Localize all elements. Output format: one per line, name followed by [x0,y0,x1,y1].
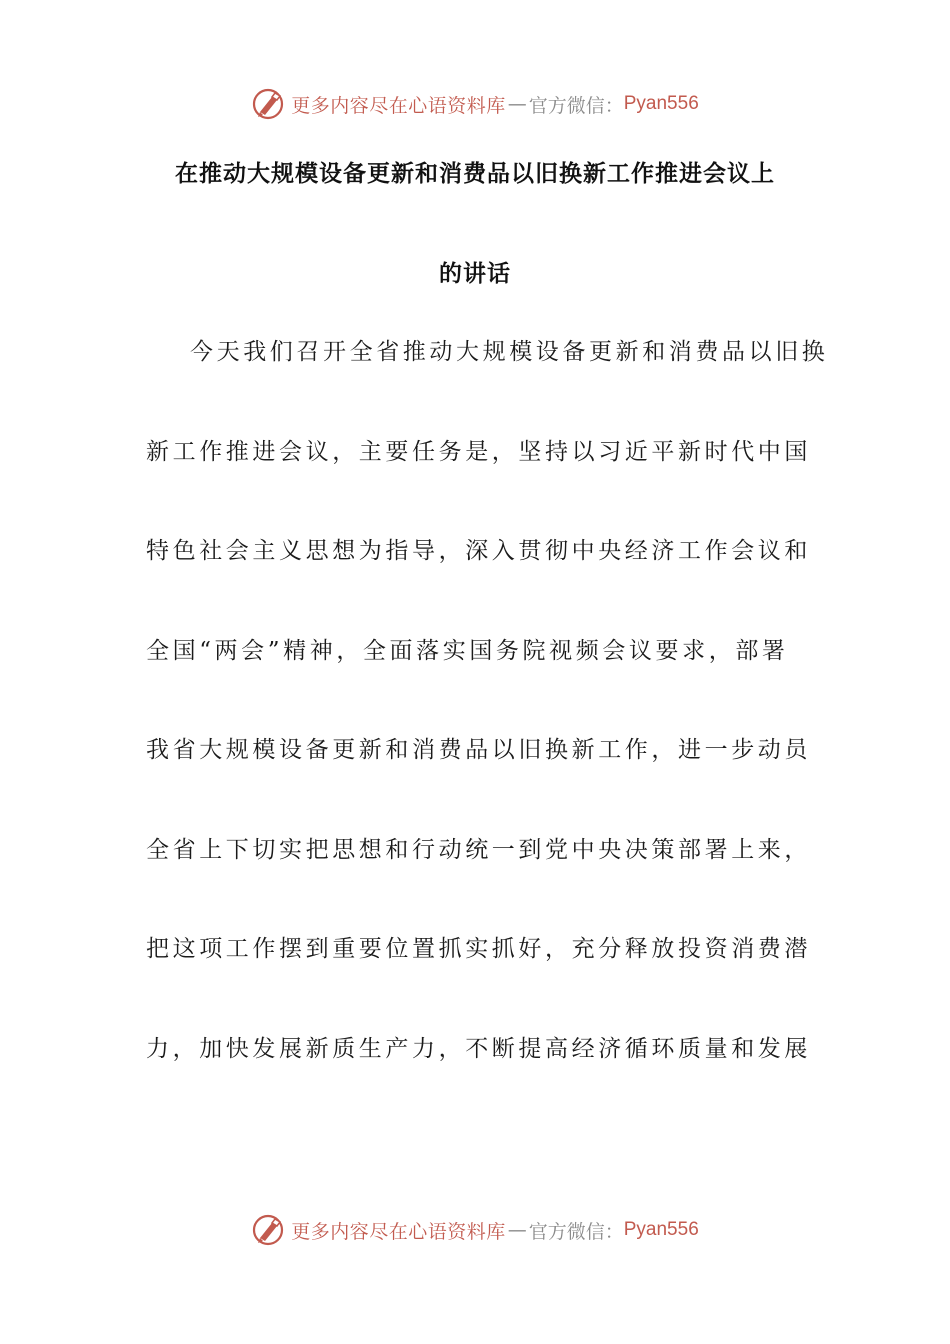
body-line: 新工作推进会议，主要任务是，坚持以习近平新时代中国 [146,438,811,465]
body-line: 我省大规模设备更新和消费品以旧换新工作，进一步动员 [146,737,811,763]
body-line: 把这项工作摆到重要位置抓实抓好，充分释放投资消费潜 [146,936,811,962]
banner-wechat-id: Pyan556 [623,1219,699,1240]
document-title-line-1: 在推动大规模设备更新和消费品以旧换新工作推进会议上 [175,161,775,187]
body-line: 力，加快发展新质生产力，不断提高经济循环质量和发展 [146,1035,811,1062]
header-banner [0,84,950,124]
banner-wechat-label: 官方微信： [528,94,624,117]
document-title-line-2: 的讲话 [439,261,511,287]
document-body [146,334,829,1130]
body-line: 特色社会主义思想为指导，深入贯彻中央经济工作会议和 [146,538,811,564]
body-line: 今天我们召开全省推动大规模设备更新和消费品以旧换 [190,339,829,365]
banner-separator: — [507,1219,527,1241]
body-line: 全国“两会”精神，全面落实国务院视频会议要求，部署 [146,637,789,664]
footer-banner [0,1210,950,1250]
banner-slogan: 更多内容尽在心语资料库 [291,1220,506,1243]
banner-separator: — [507,93,527,115]
body-line: 全省上下切实把思想和行动统一到党中央决策部署上来， [146,836,811,863]
banner-slogan: 更多内容尽在心语资料库 [291,94,506,117]
pen-nib-logo-icon [251,1213,285,1247]
pen-nib-logo-icon [251,87,285,121]
banner-wechat-label: 官方微信： [528,1220,624,1243]
banner-wechat-id: Pyan556 [623,93,699,114]
